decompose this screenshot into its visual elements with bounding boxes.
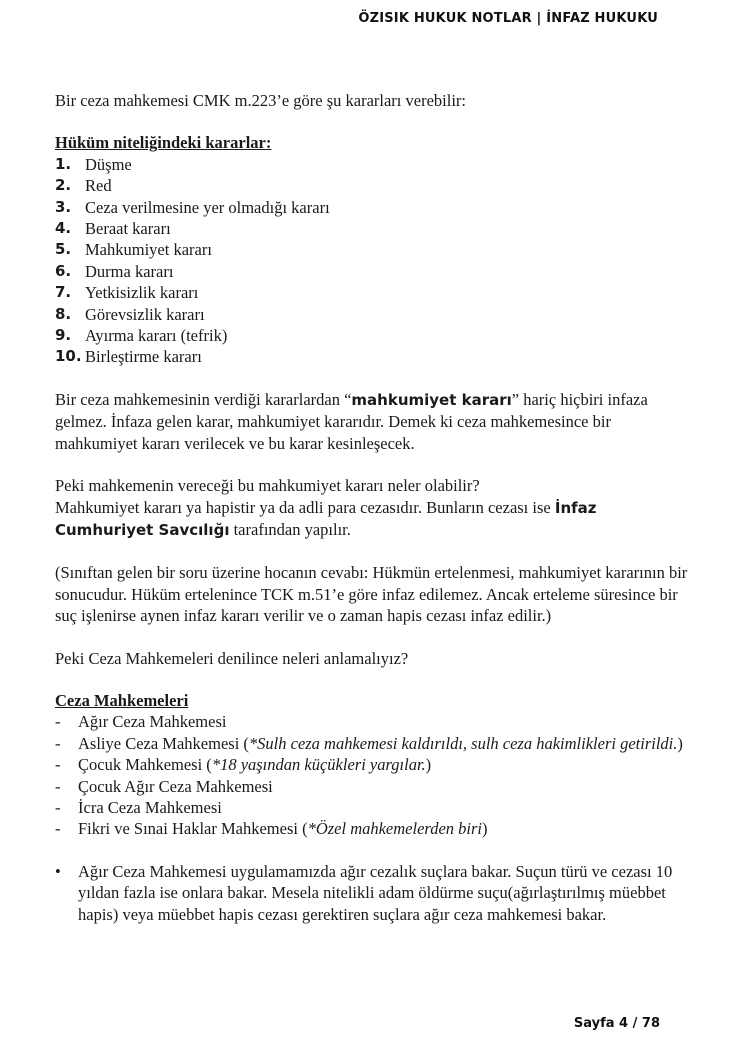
text-run: Bir ceza mahkemesinin verdiği kararlardan “	[55, 389, 352, 409]
courts-list	[55, 711, 695, 839]
text-run: tarafından yapılır.	[229, 519, 351, 539]
list-number: 5.	[55, 240, 72, 259]
intro-paragraph: Bir ceza mahkemesi CMK m.223’e göre şu kararları verebilir:	[55, 91, 466, 110]
list-item	[55, 239, 695, 260]
list-text: Mahkumiyet kararı	[85, 240, 212, 260]
page-header: ÖZISIK HUKUK NOTLAR | İNFAZ HUKUKU	[358, 11, 658, 26]
judgments-list	[55, 154, 695, 368]
list-text: Beraat kararı	[85, 219, 171, 239]
court-note: *Sulh ceza mahkemesi kaldırıldı, sulh ceza hakimlikleri getirildi.	[248, 733, 678, 753]
court-note: *Özel mahkemelerden biri	[307, 819, 483, 839]
court-note: *18 yaşından küçükleri yargılar.	[211, 755, 426, 775]
page-number: Sayfa 4 / 78	[573, 1016, 660, 1031]
courts-question: Peki Ceza Mahkemeleri denilince neleri anlamalıyız?	[55, 648, 409, 668]
list-text: Birleştirme kararı	[85, 347, 202, 367]
list-text: Yetkisizlik kararı	[85, 283, 199, 303]
list-item	[55, 154, 695, 175]
court-close: )	[425, 755, 432, 775]
question-paragraph: Peki mahkemenin vereceği bu mahkumiyet kararı neler olabilir?	[55, 476, 480, 496]
list-text: Durma kararı	[85, 261, 174, 281]
court-name: İcra Ceza Mahkemesi	[78, 797, 222, 817]
list-item	[55, 776, 695, 797]
list-text: Düşme	[85, 154, 132, 174]
dash-marker: -	[55, 819, 61, 839]
bold-term: İnfaz Cumhuriyet Savcılığı	[55, 498, 597, 539]
list-item	[55, 818, 695, 839]
court-close: )	[677, 733, 683, 753]
list-item	[55, 733, 695, 754]
sentence-paragraph	[55, 497, 695, 542]
dash-marker: -	[55, 712, 61, 732]
infaz-paragraph	[55, 389, 695, 454]
list-text: Red	[85, 176, 112, 196]
court-name: Ağır Ceza Mahkemesi	[78, 712, 227, 732]
list-item	[55, 218, 695, 239]
judgments-heading: Hüküm niteliğindeki kararlar:	[55, 133, 272, 153]
list-number: 7.	[55, 283, 72, 302]
bold-term: mahkumiyet kararı	[351, 390, 512, 409]
list-item	[55, 797, 695, 818]
list-number: 9.	[55, 326, 72, 345]
text-run: Mahkumiyet kararı ya hapistir ya da adli para cezasıdır. Bunların cezası ise	[55, 497, 555, 517]
list-item	[55, 754, 695, 775]
note-paragraph: (Sınıftan gelen bir soru üzerine hocanın cevabı: Hükmün ertelenmesi, mahkumiyet kararının bir sonucudur. Hüküm ertelenince TCK m.51’e göre infaz edilemez. Ancak erteleme süresince bir suç işlenirse aynen infaz kararı verilir ve o zaman hapis cezası infaz edilir.)	[55, 563, 688, 626]
court-name: Çocuk Ağır Ceza Mahkemesi	[78, 776, 273, 796]
court-name: Fikri ve Sınai Haklar Mahkemesi (	[78, 819, 308, 839]
bullet-icon: •	[55, 861, 61, 881]
list-number: 8.	[55, 304, 72, 323]
list-item	[55, 282, 695, 303]
list-item	[55, 197, 695, 218]
dash-marker: -	[55, 755, 61, 775]
list-number: 1.	[55, 154, 72, 173]
list-item	[55, 861, 695, 925]
list-item	[55, 304, 695, 325]
list-number: 4.	[55, 219, 72, 238]
dash-marker: -	[55, 733, 61, 753]
list-item	[55, 711, 695, 732]
courts-heading: Ceza Mahkemeleri	[55, 690, 189, 710]
court-name: Asliye Ceza Mahkemesi (	[78, 733, 249, 753]
list-number: 3.	[55, 197, 72, 216]
list-text: Ceza verilmesine yer olmadığı kararı	[85, 197, 330, 217]
list-item	[55, 261, 695, 282]
bullet-text: Ağır Ceza Mahkemesi uygulamamızda ağır cezalık suçlara bakar. Suçun türü ve cezası 10 yıldan fazla ise onlara bakar. Mesela nitelikli adam öldürme suçu(ağırlaştırılmış müebbet hapis) veya müebbet hapis cezası gerektiren suçlara ağır ceza mahkemesi bakar.	[78, 861, 673, 924]
list-number: 10.	[55, 347, 82, 366]
list-number: 6.	[55, 261, 72, 280]
list-item	[55, 325, 695, 346]
text-run: ” hariç hiçbiri infaza gelmez. İnfaza gelen karar, mahkumiyet kararıdır. Demek ki ceza mahkemesince bir mahkumiyet kararı verilecek ve bu karar kesinleşecek.	[55, 389, 648, 453]
list-item	[55, 346, 695, 367]
court-name: Çocuk Mahkemesi (	[78, 755, 212, 775]
list-item	[55, 175, 695, 196]
list-number: 2.	[55, 176, 72, 195]
list-text: Görevsizlik kararı	[85, 304, 205, 324]
dash-marker: -	[55, 776, 61, 796]
dash-marker: -	[55, 797, 61, 817]
document-body	[55, 90, 695, 925]
court-close: )	[482, 819, 488, 839]
bullet-list	[55, 861, 695, 925]
list-text: Ayırma kararı (tefrik)	[85, 326, 228, 346]
